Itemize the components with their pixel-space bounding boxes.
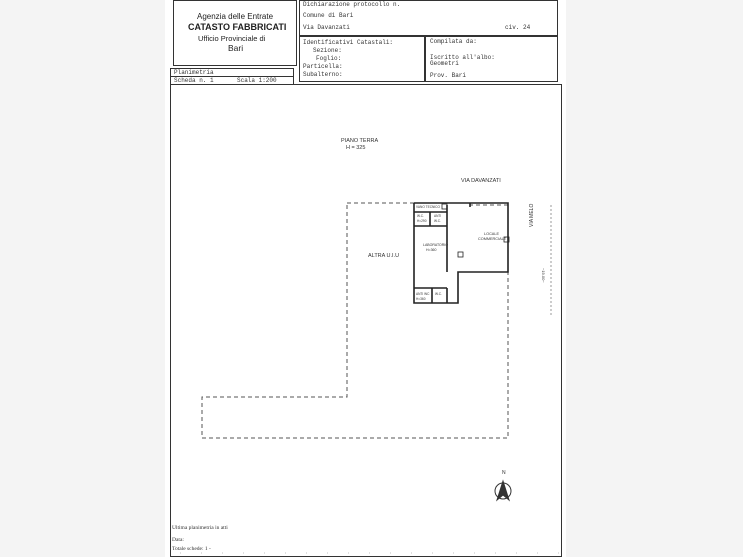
other-unit-outline	[202, 205, 508, 438]
agency-department: CATASTO FABBRICATI	[188, 22, 287, 32]
side-dimension: ~19.00~	[541, 268, 546, 283]
declaration-civic: civ. 24	[505, 24, 531, 31]
shop-label-1: LOCALE	[484, 232, 499, 236]
wc3-label: W.C.	[435, 292, 442, 296]
floor-label: PIANO TERRA	[341, 138, 379, 144]
antiwc2-height: H=360	[416, 297, 426, 301]
agency-city: Bari	[228, 43, 244, 53]
north-label: N	[502, 470, 506, 476]
lab-height: H=360	[426, 248, 437, 252]
agency-office: Ufficio Provinciale di	[198, 34, 266, 43]
floor-height: H = 325	[346, 145, 366, 151]
street-side-label: VIA MELO	[529, 203, 535, 227]
lab-label: LABORATORIO	[423, 243, 448, 247]
compiled-profession: Geometri	[430, 60, 459, 67]
antiwc1-label: ANTI	[434, 214, 442, 218]
compiled-registered: Iscritto all'albo:	[430, 54, 495, 61]
unit-walls	[414, 203, 508, 303]
cadastral-parcel: Particella:	[303, 63, 343, 70]
wc2-label: W.C.	[434, 219, 441, 223]
plan-header-card: Scheda n. 1	[174, 77, 214, 84]
street-top-label: VIA DAVANZATI	[461, 178, 501, 184]
plan-header-title: Planimetria	[174, 69, 214, 76]
declaration-street: Via Davanzati	[303, 24, 350, 31]
wc1-label: W.C.	[417, 214, 424, 218]
footer-last-plan: Ultima planimetria in atti	[172, 525, 228, 531]
door-mark	[458, 252, 463, 257]
footer-total-cards: Totale schede: 1 -	[172, 546, 211, 552]
compiled-province: Prov. Bari	[430, 72, 467, 79]
shop-label-2: COMMERCIALE	[478, 237, 507, 241]
cadastral-subunit: Subalterno:	[303, 71, 343, 78]
declaration-protocol: Dichiarazione protocollo n.	[303, 1, 401, 8]
wc1-height: H=290	[417, 219, 427, 223]
cadastral-sheet-number: Foglio:	[316, 55, 342, 62]
cadastral-section: Sezione:	[313, 47, 342, 54]
antiwc2-label: ANTI WC	[416, 292, 430, 296]
north-arrow	[495, 481, 511, 500]
footer-date: Data:	[172, 537, 184, 543]
other-unit-label: ALTRA U.I.U	[368, 253, 400, 259]
compiled-title: Compilata da:	[430, 38, 477, 45]
cadastral-title: Identificativi Catastali:	[303, 39, 394, 46]
technical-room-label: VANO TECNICO	[416, 205, 440, 209]
declaration-municipality: Comune di Bari	[303, 12, 354, 19]
agency-name: Agenzia delle Entrate	[197, 12, 274, 21]
plan-header-scale: Scala 1:200	[237, 77, 277, 84]
